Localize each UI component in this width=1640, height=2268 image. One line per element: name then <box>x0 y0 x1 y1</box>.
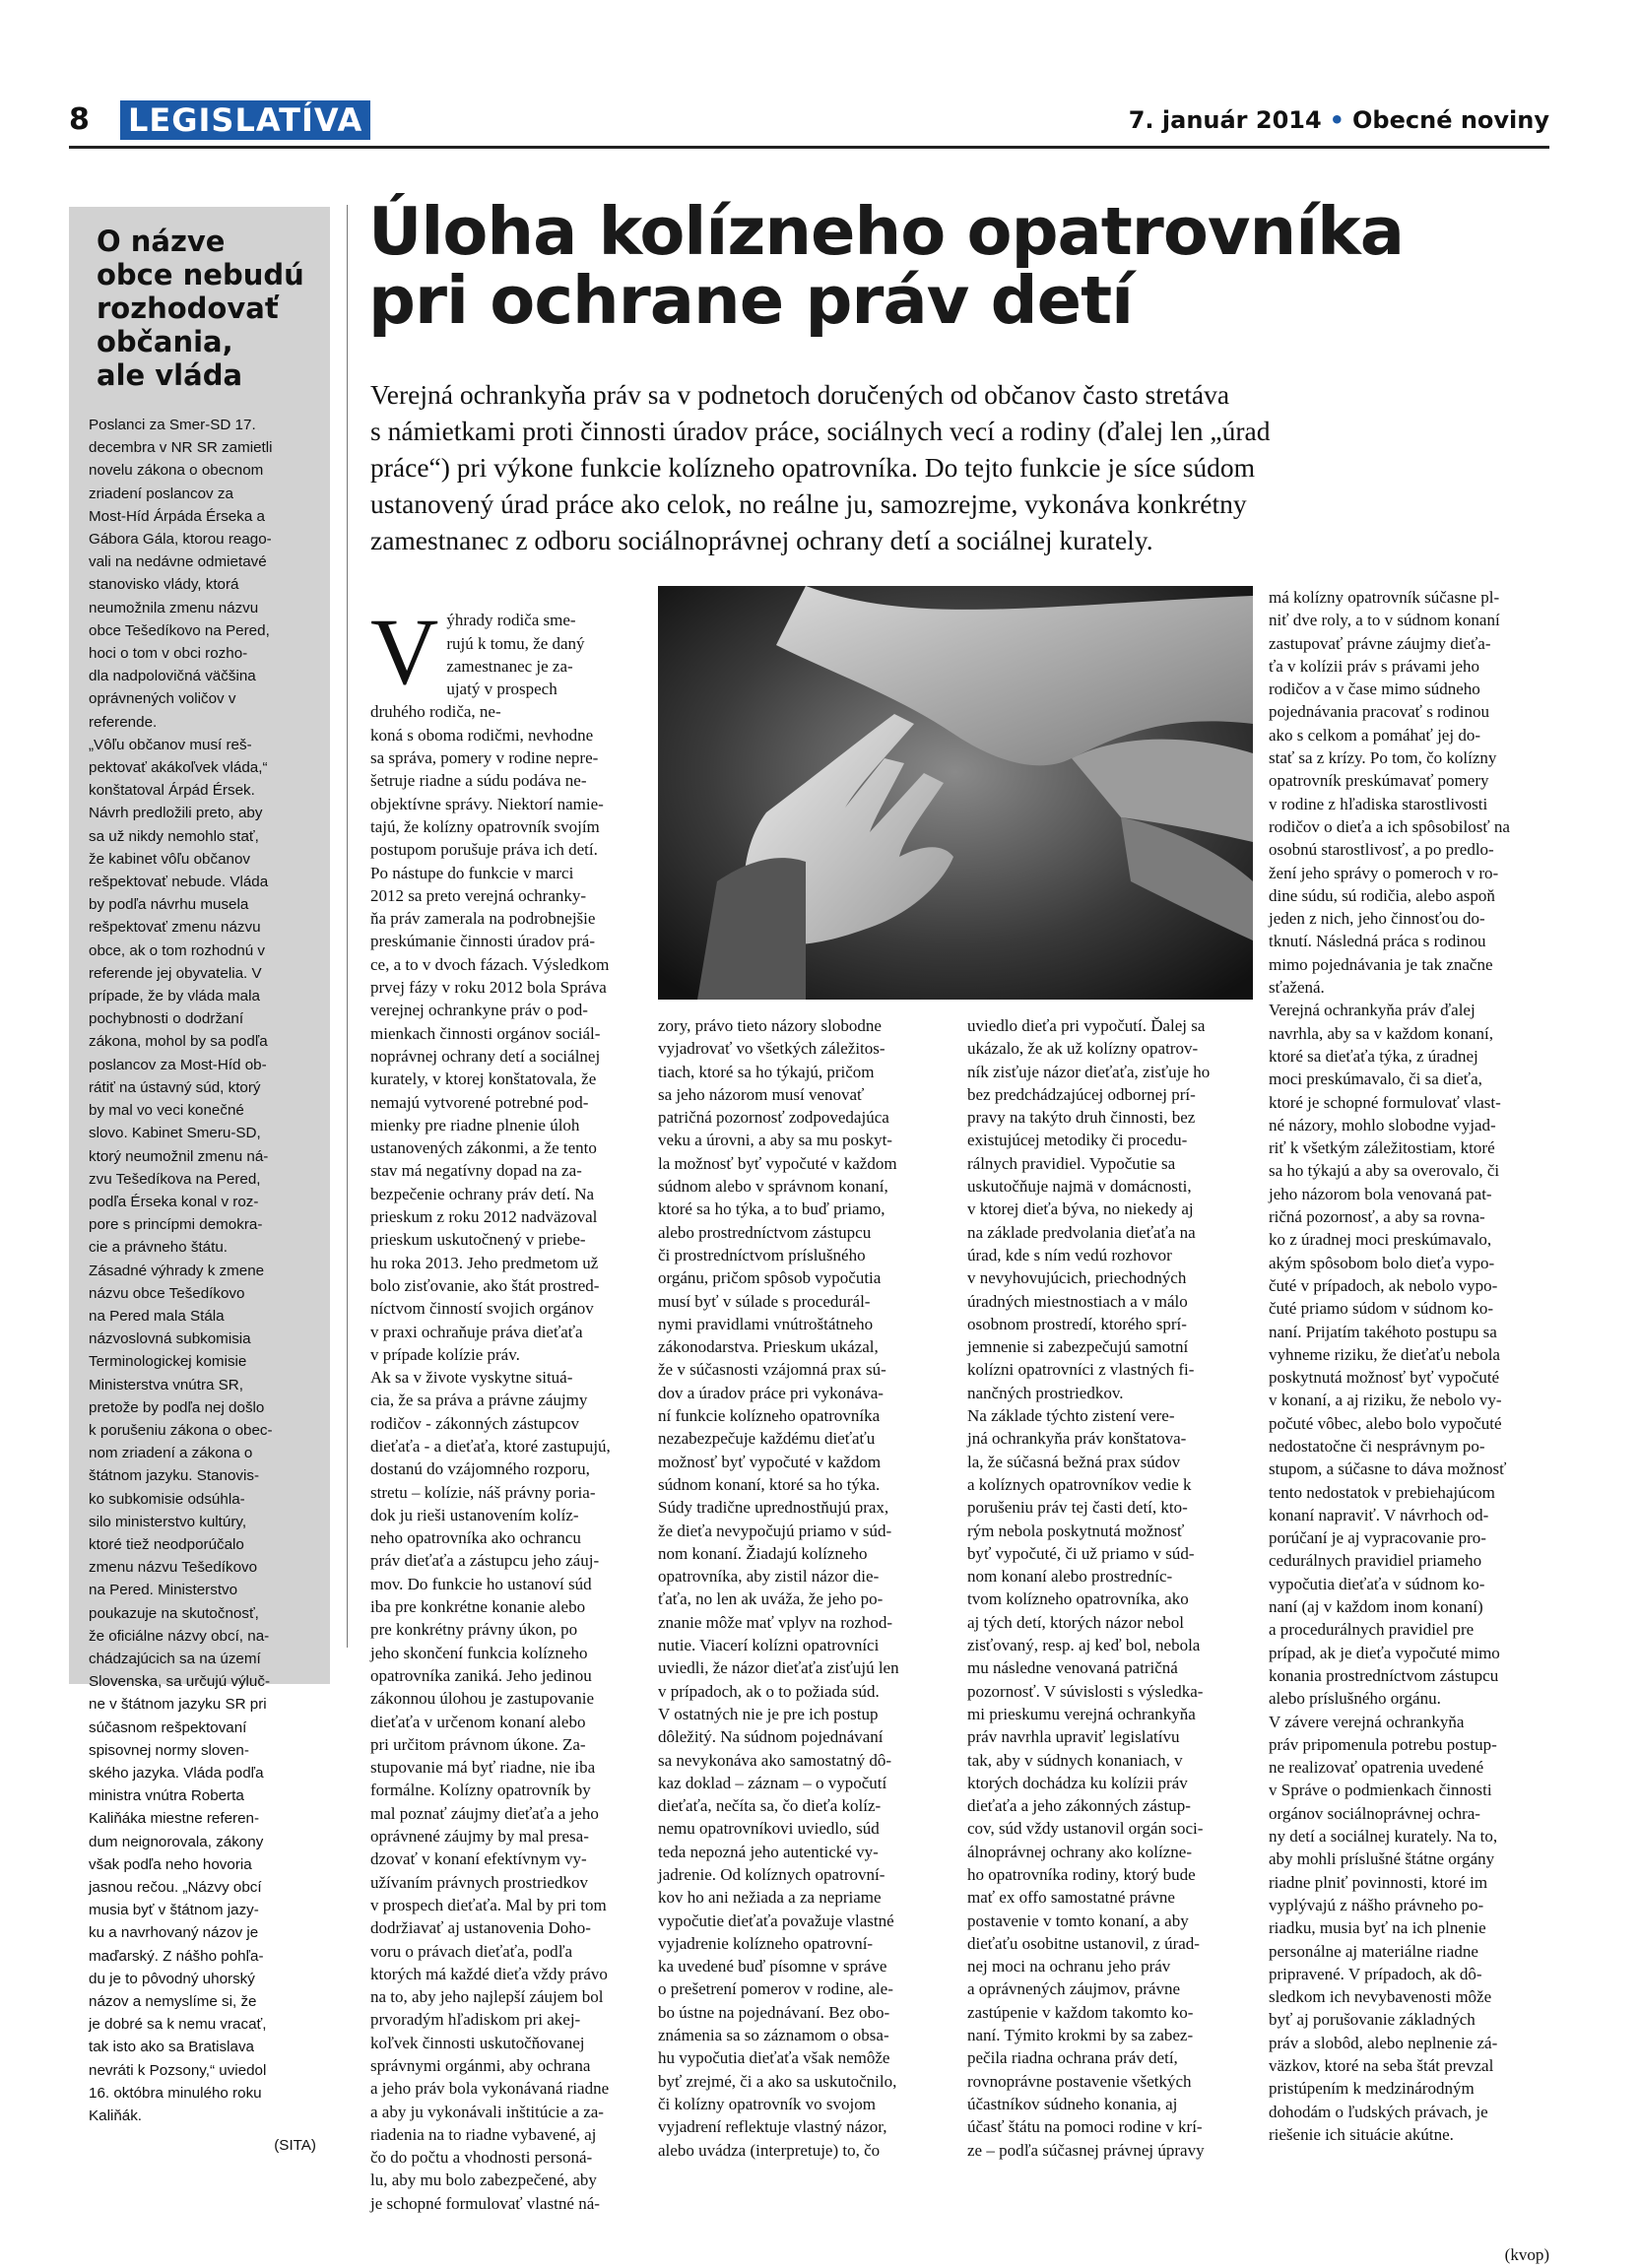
drop-cap: V <box>370 599 439 705</box>
sidebar-title: O názve obce nebudú rozhodovať občania, ale vláda <box>97 225 304 392</box>
baby-hand-photo-icon <box>658 586 1253 1000</box>
article-lead: Verejná ochrankyňa práv sa v podnetoch doručených od občanov často stretáva s námietkami proti činnosti úradov práce, sociálnych vecí a rodiny (ďalej len „úrad práce“) pri výkone funkcie kolízneho opatrovníka. Do tejto funkcie je síce súdom ustanovený úrad práce ako celok, no reálne ju, samozrejme, vykonáva konkrétny zamestnanec z odboru sociálnoprávnej ochrany detí a sociálnej kurately. <box>370 379 1271 555</box>
article-photo <box>658 586 1253 1000</box>
publication-name: Obecné noviny <box>1352 106 1549 134</box>
separator-dot: • <box>1329 106 1345 134</box>
sidebar-box <box>69 207 330 2155</box>
issue-date: 7. január 2014 <box>1128 106 1322 134</box>
article-column-3: uviedlo dieťa pri vypočutí. Ďalej sa ukázalo, že ak už kolízny opatrov- ník zisťuje názor dieťaťa, zisťuje ho bez predchádzajúcej odbornej prí- pravy na takýto druh činnosti, bez existujúcej metodiky či procedu- rálnych pravidiel. Vypočutie sa uskutočňuje najmä v domácnosti, v ktorej dieťa býva, no niekedy aj na základe predvolania dieťaťa na úrad, kde s ním vedú rozhovor v nevyhovujúcich, priechodných úradných miestnostiach a v málo osobnom prostredí, ktorého sprí- jemnenie si zabezpečujú samotní kolízni opatrovníci z vlastných fi- nančných prostriedkov. Na základe týchto zistení vere- jná ochrankyňa práv konštatova- la, že súčasná bežná prax súdov a kolíznych opatrovníkov vedie k porušeniu práv tej časti detí, kto- rým nebola poskytnutá možnosť byť vypočuté, či už priamo v súd- nom konaní alebo prostredníc- tvom kolízneho opatrovníka, ako aj tých detí, ktorých názor nebol zisťovaný, resp. aj keď bol, nebola mu následne venovaná patričná pozornosť. V súvislosti s výsledka- mi prieskumu verejná ochrankyňa práv navrhla upraviť legislatívu tak, aby v súdnych konaniach, v ktorých dochádza ku kolízii práv dieťaťa a jeho zákonných zástup- cov, súd vždy ustanovil orgán soci- álnoprávnej ochrany ako kolízne- ho opatrovníka rodiny, ktorý bude mať ex offo samostatné právne postavenie v tomto konaní, a aby dieťaťu osobitne ustanovil, z úrad- nej moci na ochranu jeho práv a oprávnených záujmov, právne zastúpenie v každom takomto ko- naní. Týmito krokmi by sa zabez- pečila riadna ochrana práv detí, rovnoprávne postavenie všetkých účastníkov súdneho konania, aj účasť štátu na pomoci rodine v krí- ze – podľa súčasnej právnej úpravy <box>967 1016 1211 2160</box>
page-header <box>69 97 1549 144</box>
header-rule <box>69 146 1549 149</box>
page-number: 8 <box>69 102 90 137</box>
column-divider <box>347 205 348 1648</box>
article-title: Úloha kolízneho opatrovníka pri ochrane práv detí <box>368 193 1404 339</box>
article-column-4: má kolízny opatrovník súčasne pl- niť dve roly, a to v súdnom konaní zastupovať právne záujmy dieťa- ťa v kolízii práv s právami jeho rodičov a v čase mimo súdneho pojednávania pracovať s rodinou ako s celkom a pomáhať jej do- stať sa z krízy. Po tom, čo kolízny opatrovník preskúmavať pomery v rodine z hľadiska starostlivosti rodičov o dieťa a ich spôsobilosť na osobnú starostlivosť, a po predlo- žení jeho správy o pomeroch v ro- dine súdu, sú rodičia, alebo aspoň jeden z nich, jeho činnosťou do- tknutí. Následná práca s rodinou mimo pojednávania je tak značne sťažená. Verejná ochrankyňa práv ďalej navrhla, aby sa v každom konaní, ktoré sa dieťaťa týka, z úradnej moci preskúmavalo, či sa dieťa, ktoré je schopné formulovať vlast- né názory, mohlo slobodne vyjad- riť k všetkým záležitostiam, ktoré sa ho týkajú a aby sa overovalo, či jeho názorom bola venovaná pat- ričná pozornosť, a aby sa rovna- ko z úradnej moci preskúmavalo, akým spôsobom bolo dieťa vypo- čuté v prípadoch, ak nebolo vypo- čuté priamo súdom v súdnom ko- naní. Prijatím takéhoto postupu sa vyhneme riziku, že dieťaťu nebola poskytnutá možnosť byť vypočuté v konaní, a aj riziku, že nebolo vy- počuté vôbec, alebo bolo vypočuté nedostatočne či nesprávnym po- stupom, a súčasne to dáva možnosť tento nedostatok v prebiehajúcom konaní napraviť. V návrhoch od- porúčaní je aj vypracovanie pro- cedurálnych pravidiel priameho vypočutia dieťaťa v súdnom ko- naní (aj v každom inom konaní) a procedurálnych pravidiel pre prípad, ak je dieťa vypočuté mimo konania prostredníctvom zástupcu alebo príslušného orgánu. V závere verejná ochrankyňa práv pripomenula potrebu postup- ne realizovať opatrenia uvedené v Správe o podmienkach činnosti orgánov sociálnoprávnej ochra- ny detí a sociálnej kurately. Na to, aby mohli príslušné štátne orgány riadne plniť povinnosti, ktoré im vyplývajú z nášho právneho po- riadku, musia byť na ich plnenie personálne aj materiálne riadne pripravené. V prípadoch, ak dô- sledkom ich nevybavenosti môže byť aj porušovanie základných práv a slobôd, alebo neplnenie zá- väzkov, ktoré na seba štát prevzal pristúpením k medzinárodným dohodám o ľudských právach, je riešenie ich situácie akútne. <box>1269 588 1510 2144</box>
dateline <box>1129 106 1549 134</box>
column-1-text: ýhrady rodiča sme- rujú k tomu, že daný zamestnanec je za- ujatý v prospech druhého rodiča, ne- koná s oboma rodičmi, nevhodne sa správa, pomery v rodine nepre- šetruje riadne a súdu podáva ne- objektívne správy. Niektorí namie- tajú, že kolízny opatrovník svojím postupom porušuje práva ich detí. Po nástupe do funkcie v marci 2012 sa preto verejná ochranky- ňa práv zamerala na podrobnejšie preskúmanie činnosti úradov prá- ce, a to v dvoch fázach. Výsledkom prvej fázy v roku 2012 bola Správa verejnej ochrankyne práv o pod- mienkach činnosti orgánov sociál- noprávnej ochrany detí a sociálnej kurately, v ktorej konštatovala, že nemajú vytvorené potrebné pod- mienky pre riadne plnenie úloh ustanovených zákonmi, a že tento stav má negatívny dopad na za- bezpečenie ochrany práv detí. Na prieskum z roku 2012 nadväzoval prieskum uskutočnený v priebe- hu roka 2013. Jeho predmetom už bolo zisťovanie, ako štát prostred- níctvom činností svojich orgánov v praxi ochraňuje práva dieťaťa v prípade kolízie práv. Ak sa v živote vyskytne situá- cia, že sa práva a právne záujmy rodičov - zákonných zástupcov dieťaťa - a dieťaťa, ktoré zastupujú, dostanú do vzájomného rozporu, stretu – kolízie, náš právny poria- dok ju rieši ustanovením kolíz- neho opatrovníka ako ochrancu práv dieťaťa a zástupcu jeho záuj- mov. Do funkcie ho ustanoví súd iba pre konkrétne konanie alebo pre konkrétny právny úkon, po jeho skončení funkcia kolízneho opatrovníka zaniká. Jeho jedinou zákonnou úlohou je zastupovanie dieťaťa v určenom konaní alebo pri určitom právnom úkone. Za- stupovanie má byť riadne, nie iba formálne. Kolízny opatrovník by mal poznať záujmy dieťaťa a jeho oprávnené záujmy by mal presa- dzovať v konaní efektívnym vy- užívaním právnych prostriedkov v prospech dieťaťa. Mal by pri tom dodržiavať aj ustanovenia Doho- voru o právach dieťaťa, podľa ktorých má každé dieťa vždy právo na to, aby jeho najlepší záujem bol prvoradým hľadiskom pri akej- koľvek činnosti uskutočňovanej správnymi orgánmi, aby ochrana a jeho práv bola vykonávaná riadne a aby ju vykonávali inštitúcie a za- riadenia na to riadne vybavené, aj čo do počtu a vhodnosti personá- lu, aby mu bolo zabezpečené, aby je schopné formulovať vlastné ná- <box>370 611 611 2213</box>
sidebar-source: (SITA) <box>274 2137 316 2155</box>
article-signature: (kvop) <box>1504 2245 1549 2264</box>
article-column-1 <box>370 586 648 2215</box>
article-column-2: zory, právo tieto názory slobodne vyjadrovať vo všetkých záležitos- tiach, ktoré sa ho týkajú, pričom sa jeho názorom musí venovať patričná pozornosť zodpovedajúca veku a úrovni, a aby sa mu poskyt- la možnosť byť vypočuté v každom súdnom alebo v správnom konaní, ktoré sa ho týka, a to buď priamo, alebo prostredníctvom zástupcu či prostredníctvom príslušného orgánu, pričom spôsob vypočutia musí byť v súlade s procedurál- nymi pravidlami vnútroštátneho zákonodarstva. Prieskum ukázal, že v súčasnosti vzájomná prax sú- dov a úradov práce pri vykonáva- ní funkcie kolízneho opatrovníka nezabezpečuje každému dieťaťu možnosť byť vypočuté v každom súdnom konaní, ktoré sa ho týka. Súdy tradične uprednostňujú prax, že dieťa nevypočujú priamo v súd- nom konaní. Žiadajú kolízneho opatrovníka, aby zistil názor die- ťaťa, no len ak uváža, že jeho po- znanie môže mať vplyv na rozhod- nutie. Viacerí kolízni opatrovníci uviedli, že názor dieťaťa zisťujú len v prípadoch, ak o to požiada súd. V ostatných nie je pre ich postup dôležitý. Na súdnom pojednávaní sa nevykonáva ako samostatný dô- kaz doklad – záznam – o vypočutí dieťaťa, nečíta sa, čo dieťa kolíz- nemu opatrovníkovi uviedlo, súd teda nepozná jeho autentické vy- jadrenie. Od kolíznych opatrovní- kov ho ani nežiada a za nepriame vypočutie dieťaťa považuje vlastné vyjadrenie kolízneho opatrovní- ka uvedené buď písomne v správe o prešetrení pomerov v rodine, ale- bo ústne na pojednávaní. Bez obo- známenia sa so záznamom o obsa- hu vypočutia dieťaťa však nemôže byť zrejmé, či a ako sa uskutočnilo, či kolízny opatrovník vo svojom vyjadrení reflektuje vlastný názor, alebo uvádza (interpretuje) to, čo <box>658 1016 899 2160</box>
sidebar-body: Poslanci za Smer-SD 17. decembra v NR SR zamietli novelu zákona o obecnom zriadení poslancov za Most-Híd Árpáda Érseka a Gábora Gála, ktorou reago- vali na nedávne odmietavé stanovisko vlády, ktorá neumožnila zmenu názvu obce Tešedíkovo na Pered, hoci o tom v obci rozho- dla nadpolovičná väčšina oprávnených voličov v referende. „Vôľu občanov musí reš- pektovať akákoľvek vláda,“ konštatoval Árpád Érsek. Návrh predložili preto, aby sa už nikdy nemohlo stať, že kabinet vôľu občanov rešpektovať nebude. Vláda by podľa návrhu musela rešpektovať zmenu názvu obce, ak o tom rozhodnú v referende jej obyvatelia. V prípade, že by vláda mala pochybnosti o dodržaní zákona, mohol by sa podľa poslancov za Most-Híd ob- rátiť na ústavný súd, ktorý by mal vo veci konečné slovo. Kabinet Smeru-SD, ktorý neumožnil zmenu ná- zvu Tešedíkova na Pered, podľa Érseka konal v roz- pore s princípmi demokra- cie a právneho štátu. Zásadné výhrady k zmene názvu obce Tešedíkovo na Pered mala Stála názvoslovná subkomisia Terminologickej komisie Ministerstva vnútra SR, pretože by podľa nej došlo k porušeniu zákona o obec- nom zriadení a zákona o štátnom jazyku. Stanovis- ko subkomisie odsúhla- silo ministerstvo kultúry, ktoré tiež neodporúčalo zmenu názvu Tešedíkovo na Pered. Ministerstvo poukazuje na skutočnosť, že oficiálne názvy obcí, na- chádzajúcich sa na území Slovenska, sa určujú výluč- ne v štátnom jazyku SR pri súčasnom rešpektovaní spisovnej normy sloven- ského jazyka. Vláda podľa ministra vnútra Roberta Kaliňáka miestne referen- dum neignorovala, zákony však podľa neho hovoria jasnou rečou. „Názvy obcí musia byť v štátnom jazy- ku a navrhovaný názov je maďarský. Z nášho pohľa- du je to pôvodný uhorský názov a nemyslíme si, že je dobré sa k nemu vracať, tak isto ako sa Bratislava nevráti k Pozsony,“ uviedol 16. októbra minulého roku Kaliňák. <box>89 417 273 2125</box>
section-label: LEGISLATÍVA <box>120 100 370 140</box>
